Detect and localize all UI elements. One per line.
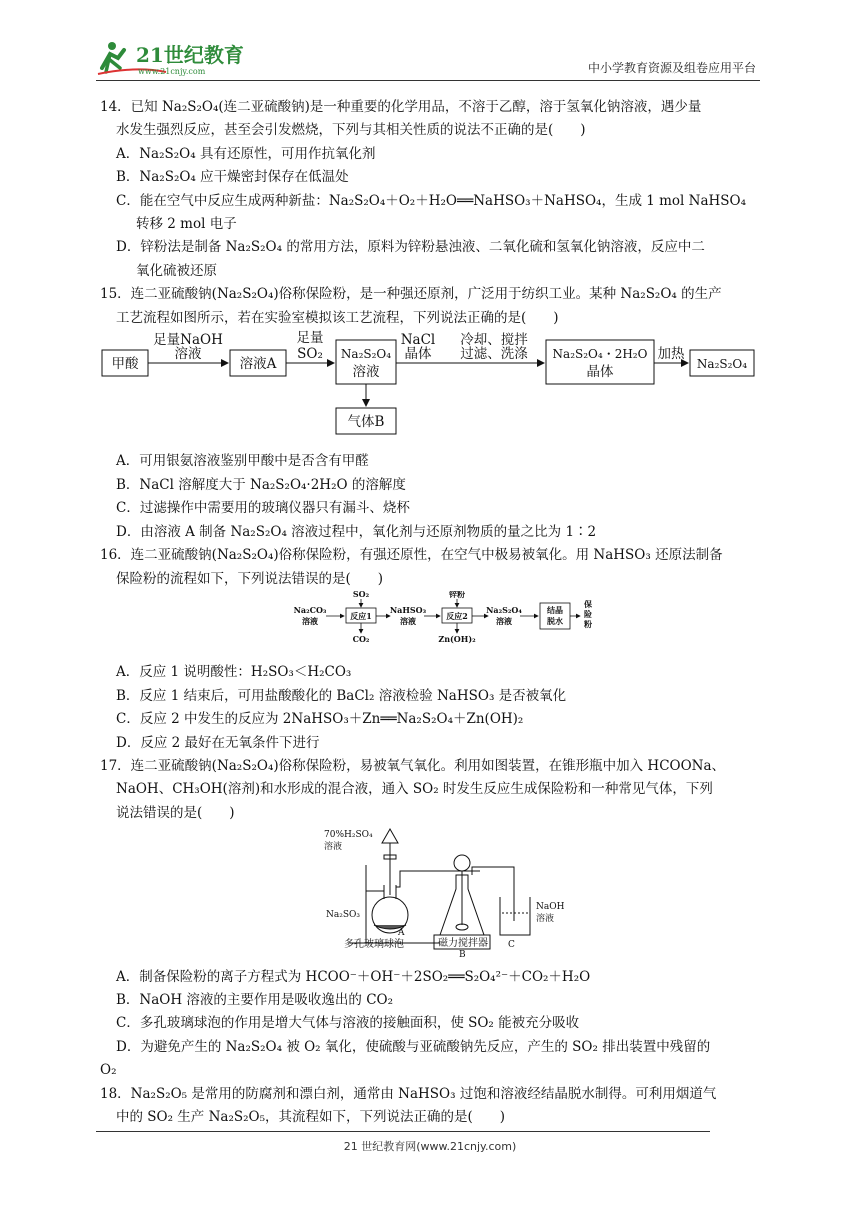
question-content [100, 96, 768, 1129]
q17-stem-line2: NaOH、CH₃OH(溶剂)和水形成的混合液，通入 SO₂ 时发生反应生成保险粉和一种常见气体，下列 [116, 781, 713, 798]
flow-label-arrow5-top: 加热 [657, 346, 685, 363]
flow-label-arrow4-bottom: 过滤、洗涤 [460, 346, 528, 363]
q15-option-a: A．可用银氨溶液鉴别甲酸中是否含有甲醛 [116, 453, 369, 470]
q16-out-3: 粉 [584, 618, 592, 629]
flow-label-product: Na₂S₂O₄ [696, 357, 748, 372]
logo-text: 21世纪教育 [136, 43, 244, 67]
q16-crystallize: 结晶 [547, 604, 563, 615]
footer-divider [96, 1131, 710, 1132]
q17-bubble-label: 多孔玻璃球泡 [344, 939, 404, 951]
q17-stem-line3: 说法错误的是( ) [116, 804, 235, 821]
q16-zinc-powder: 锌粉 [449, 590, 465, 599]
q16-na2co3-solution: 溶液 [302, 615, 318, 626]
flow-label-box4-top: Na₂S₂O₄・2H₂O [552, 347, 648, 362]
q16-co2: CO₂ [352, 633, 370, 644]
q17-option-d-line1: D．为避免产生的 Na₂S₂O₄ 被 O₂ 氧化，使硫酸与亚硫酸钠先反应，产生的 SO₂ 排出装置中残留的 [116, 1038, 711, 1055]
q15-stem-line1: 15．连二亚硫酸钠(Na₂S₂O₄)俗称保险粉，是一种强还原剂，广泛用于纺织工业。某种 Na₂S₂O₄ 的生产 [100, 286, 722, 303]
question-16 [100, 544, 768, 755]
flow-label-arrow2-top: 足量 [296, 330, 324, 347]
q16-option-d: D．反应 2 最好在无氧条件下进行 [116, 734, 320, 751]
q14-option-c-line1: C．能在空气中反应生成两种新盐：Na₂S₂O₄＋O₂＋H₂O══NaHSO₃＋NaHSO₄，生成 1 mol NaHSO₄ [116, 192, 747, 209]
q16-znoh2: Zn(OH)₂ [438, 633, 476, 644]
q17-naoh-label: NaOH [536, 902, 565, 913]
q16-nahso3: NaHSO₃ [389, 604, 427, 615]
q16-na2s2o4-solution: 溶液 [496, 615, 512, 626]
flow-label-box4-bottom: 晶体 [586, 364, 614, 381]
q17-stirrer-label: 磁力搅拌器 [438, 938, 488, 950]
q15-option-c: C．过滤操作中需要用的玻璃仪器只有漏斗、烧杯 [116, 500, 410, 517]
q14-stem-line2: 水发生强烈反应，甚至会引发燃烧，下列与其相关性质的说法不正确的是( ) [116, 122, 586, 139]
q14-option-a: A．Na₂S₂O₄ 具有还原性，可用作抗氧化剂 [116, 145, 376, 162]
flow-label-gas-b: 气体B [347, 414, 385, 431]
platform-title: 中小学教育资源及组卷应用平台 [587, 61, 756, 75]
q15-option-b: B．NaCl 溶解度大于 Na₂S₂O₄·2H₂O 的溶解度 [116, 476, 406, 493]
q15-option-d: D．由溶液 A 制备 Na₂S₂O₄ 溶液过程中，氧化剂与还原剂物质的量之比为 1∶2 [116, 523, 597, 540]
q17-label-a: A [398, 928, 405, 939]
q16-nahso3-solution: 溶液 [400, 615, 416, 626]
q17-na2so3-label: Na₂SO₃ [326, 910, 361, 921]
q18-stem-line1: 18．Na₂S₂O₅ 是常用的防腐剂和漂白剂，通常由 NaHSO₃ 过饱和溶液经结晶脱水制得。可利用烟道气 [100, 1085, 717, 1102]
flow-label-arrow4-top: 冷却、搅拌 [460, 332, 528, 349]
page-footer: 21 世纪教育网(www.21cnjy.com) [343, 1140, 517, 1153]
q16-flow-diagram [100, 591, 768, 653]
q17-option-b: B．NaOH 溶液的主要作用是吸收逸出的 CO₂ [116, 991, 394, 1008]
q18-stem-line2: 中的 SO₂ 生产 Na₂S₂O₅，其流程如下，下列说法正确的是( ) [116, 1109, 506, 1125]
flow-label-box3-top: Na₂S₂O₄ [340, 347, 392, 362]
q17-option-a: A．制备保险粉的离子方程式为 HCOO⁻＋OH⁻＋2SO₂══S₂O₄²⁻＋CO₂＋H₂O [116, 968, 591, 985]
q15-stem-line2: 工艺流程如图所示，若在实验室模拟该工艺流程，下列说法正确的是( ) [116, 309, 559, 326]
q14-option-c-line2: 转移 2 mol 电子 [136, 216, 237, 233]
flow-label-arrow3-top: NaCl [400, 332, 436, 349]
flow-label-solution-a: 溶液A [239, 356, 277, 373]
flow-label-formic-acid: 甲酸 [111, 356, 139, 373]
question-18 [100, 1083, 768, 1130]
q16-option-b: B．反应 1 结束后，可用盐酸酸化的 BaCl₂ 溶液检验 NaHSO₃ 是否被氧化 [116, 687, 567, 704]
logo-url: www.21cnjy.com [138, 67, 206, 76]
q17-stem-line1: 17．连二亚硫酸钠(Na₂S₂O₄)俗称保险粉，易被氧气氧化。利用如图装置，在锥形瓶中加入 HCOONa、 [100, 757, 726, 774]
flow-label-box3-bottom: 溶液 [352, 364, 380, 381]
flow-label-arrow3-bottom: 晶体 [404, 346, 432, 363]
question-15 [100, 283, 768, 544]
question-17 [100, 755, 768, 1083]
q16-stem-line1: 16．连二亚硫酸钠(Na₂S₂O₄)俗称保险粉，有强还原性，在空气中极易被氧化。用 NaHSO₃ 还原法制备 [100, 547, 723, 564]
q16-na2s2o4: Na₂S₂O₄ [486, 604, 522, 615]
q17-label-c: C [508, 940, 515, 951]
flow-label-arrow2-bottom: SO₂ [297, 346, 323, 363]
page-header [96, 38, 760, 81]
q15-flow-diagram [100, 330, 768, 442]
question-14 [100, 96, 768, 283]
q17-naoh-solution-label: 溶液 [536, 914, 555, 925]
q14-option-d-line2: 氧化硫被还原 [136, 262, 217, 279]
q16-na2co3: Na₂CO₃ [293, 604, 327, 615]
running-person-logo-icon [96, 38, 266, 78]
q17-label-b: B [459, 950, 466, 958]
q16-reaction-2: 反应2 [446, 610, 468, 621]
q16-option-c: C．反应 2 中发生的反应为 2NaHSO₃＋Zn══Na₂S₂O₄＋Zn(OH)₂ [116, 711, 524, 728]
q17-option-d-line2: O₂ [100, 1062, 117, 1079]
q14-option-d-line1: D．锌粉法是制备 Na₂S₂O₄ 的常用方法，原料为锌粉悬浊液、二氧化硫和氢氧化钠溶液，反应中二 [116, 239, 705, 256]
q17-acid-solution-label: 溶液 [324, 842, 343, 853]
q16-out-2: 险 [584, 608, 592, 619]
flow-label-arrow1-bottom: 溶液 [174, 346, 202, 363]
q16-stem-line2: 保险粉的流程如下，下列说法错误的是( ) [116, 570, 384, 587]
q17-apparatus-diagram [100, 825, 768, 957]
flow-label-arrow1-top: 足量NaOH [153, 332, 223, 349]
q14-stem-line1: 14．已知 Na₂S₂O₄(连二亚硫酸钠)是一种重要的化学用品，不溶于乙醇，溶于氢氧化钠溶液，遇少量 [100, 99, 702, 115]
q14-option-b: B．Na₂S₂O₄ 应干燥密封保存在低温处 [116, 169, 349, 186]
q16-out-1: 保 [584, 598, 592, 609]
q17-option-c: C．多孔玻璃球泡的作用是增大气体与溶液的接触面积，使 SO₂ 能被充分吸收 [116, 1015, 580, 1032]
q16-dehydrate: 脱水 [547, 615, 563, 626]
q17-acid-label: 70%H₂SO₄ [324, 830, 373, 841]
q16-reaction-1: 反应1 [350, 610, 372, 621]
q16-option-a: A．反应 1 说明酸性：H₂SO₃＜H₂CO₃ [116, 664, 352, 681]
q16-so2: SO₂ [352, 590, 370, 599]
